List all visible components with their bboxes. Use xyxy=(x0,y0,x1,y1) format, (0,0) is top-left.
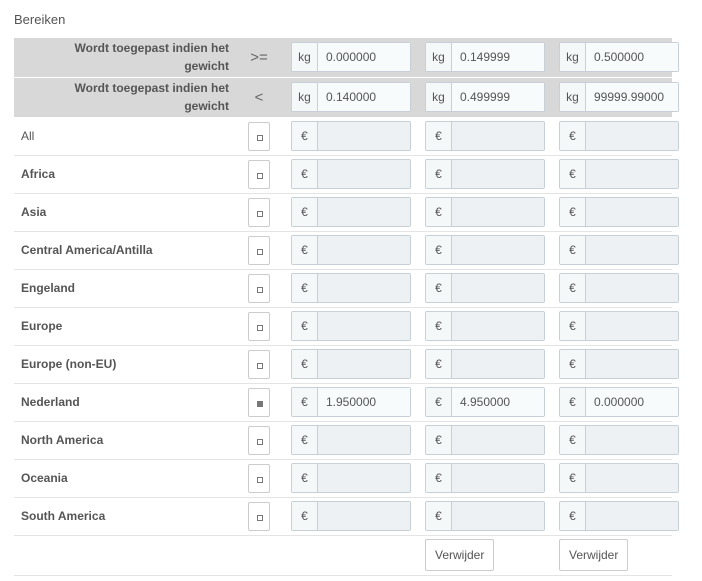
price-addon: € xyxy=(426,464,452,492)
zone-name: All xyxy=(14,117,241,155)
zone-row xyxy=(14,193,672,231)
price-cell xyxy=(411,117,545,155)
zone-checkbox-cell xyxy=(241,383,277,421)
price-addon: € xyxy=(292,464,318,492)
range-cell xyxy=(411,38,545,77)
price-input[interactable] xyxy=(586,122,678,150)
price-input[interactable] xyxy=(452,426,544,454)
zone-row xyxy=(14,307,672,345)
price-addon: € xyxy=(292,388,318,416)
zone-checkbox-cell xyxy=(241,193,277,231)
price-addon: € xyxy=(426,388,452,416)
zone-row xyxy=(14,345,672,383)
zone-checkbox-cell xyxy=(241,421,277,459)
price-input[interactable]: 1.950000 xyxy=(318,388,410,416)
weight-range-input[interactable]: 0.000000 xyxy=(318,43,410,71)
zone-name: Nederland xyxy=(14,383,241,421)
weight-range-input-group xyxy=(559,42,679,72)
price-input[interactable] xyxy=(452,312,544,340)
price-cell xyxy=(277,193,411,231)
zone-checkbox[interactable] xyxy=(248,236,270,265)
price-input[interactable] xyxy=(318,502,410,530)
price-input-group xyxy=(291,501,411,531)
ranges-table xyxy=(14,38,672,576)
section-title: Bereiken xyxy=(14,12,66,27)
price-addon: € xyxy=(560,198,586,226)
footer-row xyxy=(14,535,672,575)
price-input[interactable] xyxy=(452,350,544,378)
price-addon: € xyxy=(292,198,318,226)
price-addon: € xyxy=(426,236,452,264)
price-cell xyxy=(411,345,545,383)
price-input[interactable] xyxy=(586,198,678,226)
price-input-group xyxy=(291,349,411,379)
price-cell xyxy=(545,155,672,193)
price-addon: € xyxy=(426,274,452,302)
range-condition-label xyxy=(14,38,241,77)
price-addon: € xyxy=(292,312,318,340)
range-cell xyxy=(277,77,411,117)
price-addon: € xyxy=(426,122,452,150)
price-addon: € xyxy=(560,236,586,264)
price-input[interactable] xyxy=(318,274,410,302)
price-input-group xyxy=(425,235,545,265)
price-input-group xyxy=(425,197,545,227)
price-cell xyxy=(545,307,672,345)
weight-range-input-group xyxy=(291,82,411,112)
price-input[interactable] xyxy=(586,236,678,264)
weight-range-input[interactable]: 99999.99000 xyxy=(586,83,678,111)
range-row xyxy=(14,38,672,77)
weight-range-addon: kg xyxy=(560,43,586,71)
price-input[interactable] xyxy=(586,502,678,530)
weight-range-addon: kg xyxy=(292,43,318,71)
price-input-group xyxy=(559,121,679,151)
price-addon: € xyxy=(292,274,318,302)
price-addon: € xyxy=(560,426,586,454)
zone-checkbox-cell xyxy=(241,345,277,383)
price-input-group xyxy=(291,121,411,151)
price-cell xyxy=(277,383,411,421)
zone-checkbox-cell xyxy=(241,155,277,193)
price-input[interactable] xyxy=(318,312,410,340)
price-addon: € xyxy=(560,464,586,492)
price-input-group xyxy=(291,197,411,227)
price-input-group xyxy=(425,425,545,455)
price-input[interactable] xyxy=(586,274,678,302)
weight-range-addon: kg xyxy=(426,43,452,71)
zone-name: Oceania xyxy=(14,459,241,497)
price-input-group xyxy=(291,235,411,265)
price-input[interactable] xyxy=(318,464,410,492)
zone-row xyxy=(14,269,672,307)
price-cell xyxy=(277,307,411,345)
price-cell xyxy=(545,345,672,383)
zone-name: Africa xyxy=(14,155,241,193)
price-input[interactable] xyxy=(318,122,410,150)
price-addon: € xyxy=(560,122,586,150)
price-input[interactable]: 0.000000 xyxy=(586,388,678,416)
price-cell xyxy=(411,497,545,535)
price-cell xyxy=(411,193,545,231)
range-condition-line1: Wordt toegepast indien het xyxy=(74,81,229,95)
price-cell xyxy=(411,307,545,345)
price-input[interactable] xyxy=(586,464,678,492)
price-input-group xyxy=(559,425,679,455)
price-input-group xyxy=(291,387,411,417)
price-input[interactable] xyxy=(586,426,678,454)
price-input[interactable] xyxy=(452,198,544,226)
price-input-group xyxy=(559,349,679,379)
price-input-group xyxy=(559,387,679,417)
price-addon: € xyxy=(292,160,318,188)
zone-name: North America xyxy=(14,421,241,459)
weight-range-input-group xyxy=(559,82,679,112)
zone-checkbox[interactable] xyxy=(248,388,270,417)
zone-name: Europe (non-EU) xyxy=(14,345,241,383)
price-addon: € xyxy=(292,350,318,378)
weight-range-input[interactable]: 0.140000 xyxy=(318,83,410,111)
price-input-group xyxy=(559,159,679,189)
range-cell xyxy=(277,38,411,77)
weight-range-input-group xyxy=(291,42,411,72)
weight-range-input[interactable]: 0.500000 xyxy=(586,43,678,71)
price-cell xyxy=(277,117,411,155)
zone-row xyxy=(14,155,672,193)
price-input[interactable] xyxy=(318,160,410,188)
price-cell xyxy=(545,193,672,231)
price-cell xyxy=(545,231,672,269)
range-row xyxy=(14,77,672,117)
price-cell xyxy=(545,421,672,459)
price-addon: € xyxy=(426,350,452,378)
price-cell xyxy=(411,155,545,193)
price-input-group xyxy=(425,501,545,531)
zone-checkbox[interactable] xyxy=(248,198,270,227)
price-cell xyxy=(411,269,545,307)
price-input[interactable] xyxy=(586,160,678,188)
zone-checkbox-cell xyxy=(241,307,277,345)
zone-name: Central America/Antilla xyxy=(14,231,241,269)
price-input-group xyxy=(559,501,679,531)
price-input-group xyxy=(425,349,545,379)
range-cell xyxy=(545,38,672,77)
price-cell xyxy=(277,421,411,459)
zone-row xyxy=(14,383,672,421)
range-condition-line1: Wordt toegepast indien het xyxy=(74,41,229,56)
price-cell xyxy=(277,459,411,497)
price-input-group xyxy=(291,311,411,341)
zone-name: Asia xyxy=(14,193,241,231)
zone-row xyxy=(14,421,672,459)
price-cell xyxy=(277,345,411,383)
zone-row xyxy=(14,497,672,535)
zone-name: Europe xyxy=(14,307,241,345)
price-cell xyxy=(277,497,411,535)
weight-range-input-group xyxy=(425,42,545,72)
zone-checkbox[interactable] xyxy=(248,502,270,531)
price-input[interactable] xyxy=(452,464,544,492)
range-cell xyxy=(411,77,545,117)
price-input[interactable] xyxy=(452,502,544,530)
price-cell xyxy=(545,383,672,421)
zone-checkbox[interactable] xyxy=(248,160,270,189)
price-cell xyxy=(277,269,411,307)
range-condition-line2: gewicht xyxy=(184,59,229,74)
price-addon: € xyxy=(292,236,318,264)
price-input[interactable] xyxy=(452,274,544,302)
delete-range-button[interactable]: Verwijder xyxy=(559,539,628,571)
price-input[interactable] xyxy=(318,350,410,378)
price-cell xyxy=(545,117,672,155)
zone-checkbox[interactable] xyxy=(248,426,270,455)
price-input-group xyxy=(291,425,411,455)
price-addon: € xyxy=(560,274,586,302)
zone-name: South America xyxy=(14,497,241,535)
price-input[interactable] xyxy=(586,350,678,378)
price-input[interactable] xyxy=(452,122,544,150)
range-condition-line2: gewicht xyxy=(184,99,229,113)
price-addon: € xyxy=(426,426,452,454)
zone-checkbox-cell xyxy=(241,269,277,307)
price-cell xyxy=(411,231,545,269)
price-addon: € xyxy=(560,388,586,416)
price-input[interactable] xyxy=(452,236,544,264)
price-cell xyxy=(411,421,545,459)
price-input-group xyxy=(559,235,679,265)
range-condition-label xyxy=(14,77,241,117)
zone-checkbox-cell xyxy=(241,117,277,155)
price-cell xyxy=(545,497,672,535)
price-addon: € xyxy=(560,160,586,188)
zone-row xyxy=(14,231,672,269)
delete-range-button[interactable]: Verwijder xyxy=(425,539,494,571)
weight-range-addon: kg xyxy=(292,83,318,111)
price-input-group xyxy=(425,159,545,189)
price-input-group xyxy=(559,311,679,341)
price-addon: € xyxy=(426,502,452,530)
price-input-group xyxy=(425,273,545,303)
price-input[interactable] xyxy=(318,236,410,264)
price-addon: € xyxy=(426,312,452,340)
price-input[interactable]: 4.950000 xyxy=(452,388,544,416)
weight-range-input[interactable]: 0.149999 xyxy=(452,43,544,71)
price-addon: € xyxy=(426,160,452,188)
price-cell xyxy=(411,383,545,421)
price-input[interactable] xyxy=(452,160,544,188)
price-input-group xyxy=(425,311,545,341)
zone-checkbox[interactable] xyxy=(248,464,270,493)
price-input-group xyxy=(291,463,411,493)
price-input[interactable] xyxy=(318,426,410,454)
price-cell xyxy=(277,231,411,269)
price-input-group xyxy=(559,197,679,227)
weight-range-addon: kg xyxy=(426,83,452,111)
price-addon: € xyxy=(426,198,452,226)
weight-range-input[interactable]: 0.499999 xyxy=(452,83,544,111)
weight-range-addon: kg xyxy=(560,83,586,111)
zone-checkbox[interactable] xyxy=(248,350,270,379)
price-addon: € xyxy=(560,350,586,378)
zone-checkbox[interactable] xyxy=(248,122,270,151)
price-addon: € xyxy=(292,426,318,454)
zone-checkbox[interactable] xyxy=(248,312,270,341)
price-addon: € xyxy=(560,502,586,530)
zone-row xyxy=(14,117,672,155)
price-input-group xyxy=(425,463,545,493)
zone-checkbox-cell xyxy=(241,231,277,269)
price-cell xyxy=(411,459,545,497)
price-addon: € xyxy=(560,312,586,340)
price-input-group xyxy=(425,387,545,417)
price-input-group xyxy=(291,159,411,189)
range-operator: >= xyxy=(241,38,277,77)
price-input[interactable] xyxy=(586,312,678,340)
price-input[interactable] xyxy=(318,198,410,226)
price-cell xyxy=(545,269,672,307)
price-input-group xyxy=(291,273,411,303)
price-cell xyxy=(277,155,411,193)
price-cell xyxy=(545,459,672,497)
weight-range-input-group xyxy=(425,82,545,112)
price-input-group xyxy=(425,121,545,151)
price-input-group xyxy=(559,463,679,493)
range-cell xyxy=(545,77,672,117)
zone-checkbox-cell xyxy=(241,497,277,535)
price-addon: € xyxy=(292,502,318,530)
zone-name: Engeland xyxy=(14,269,241,307)
price-input-group xyxy=(559,273,679,303)
range-operator: < xyxy=(241,77,277,117)
zone-row xyxy=(14,459,672,497)
zone-checkbox-cell xyxy=(241,459,277,497)
zone-checkbox[interactable] xyxy=(248,274,270,303)
price-addon: € xyxy=(292,122,318,150)
